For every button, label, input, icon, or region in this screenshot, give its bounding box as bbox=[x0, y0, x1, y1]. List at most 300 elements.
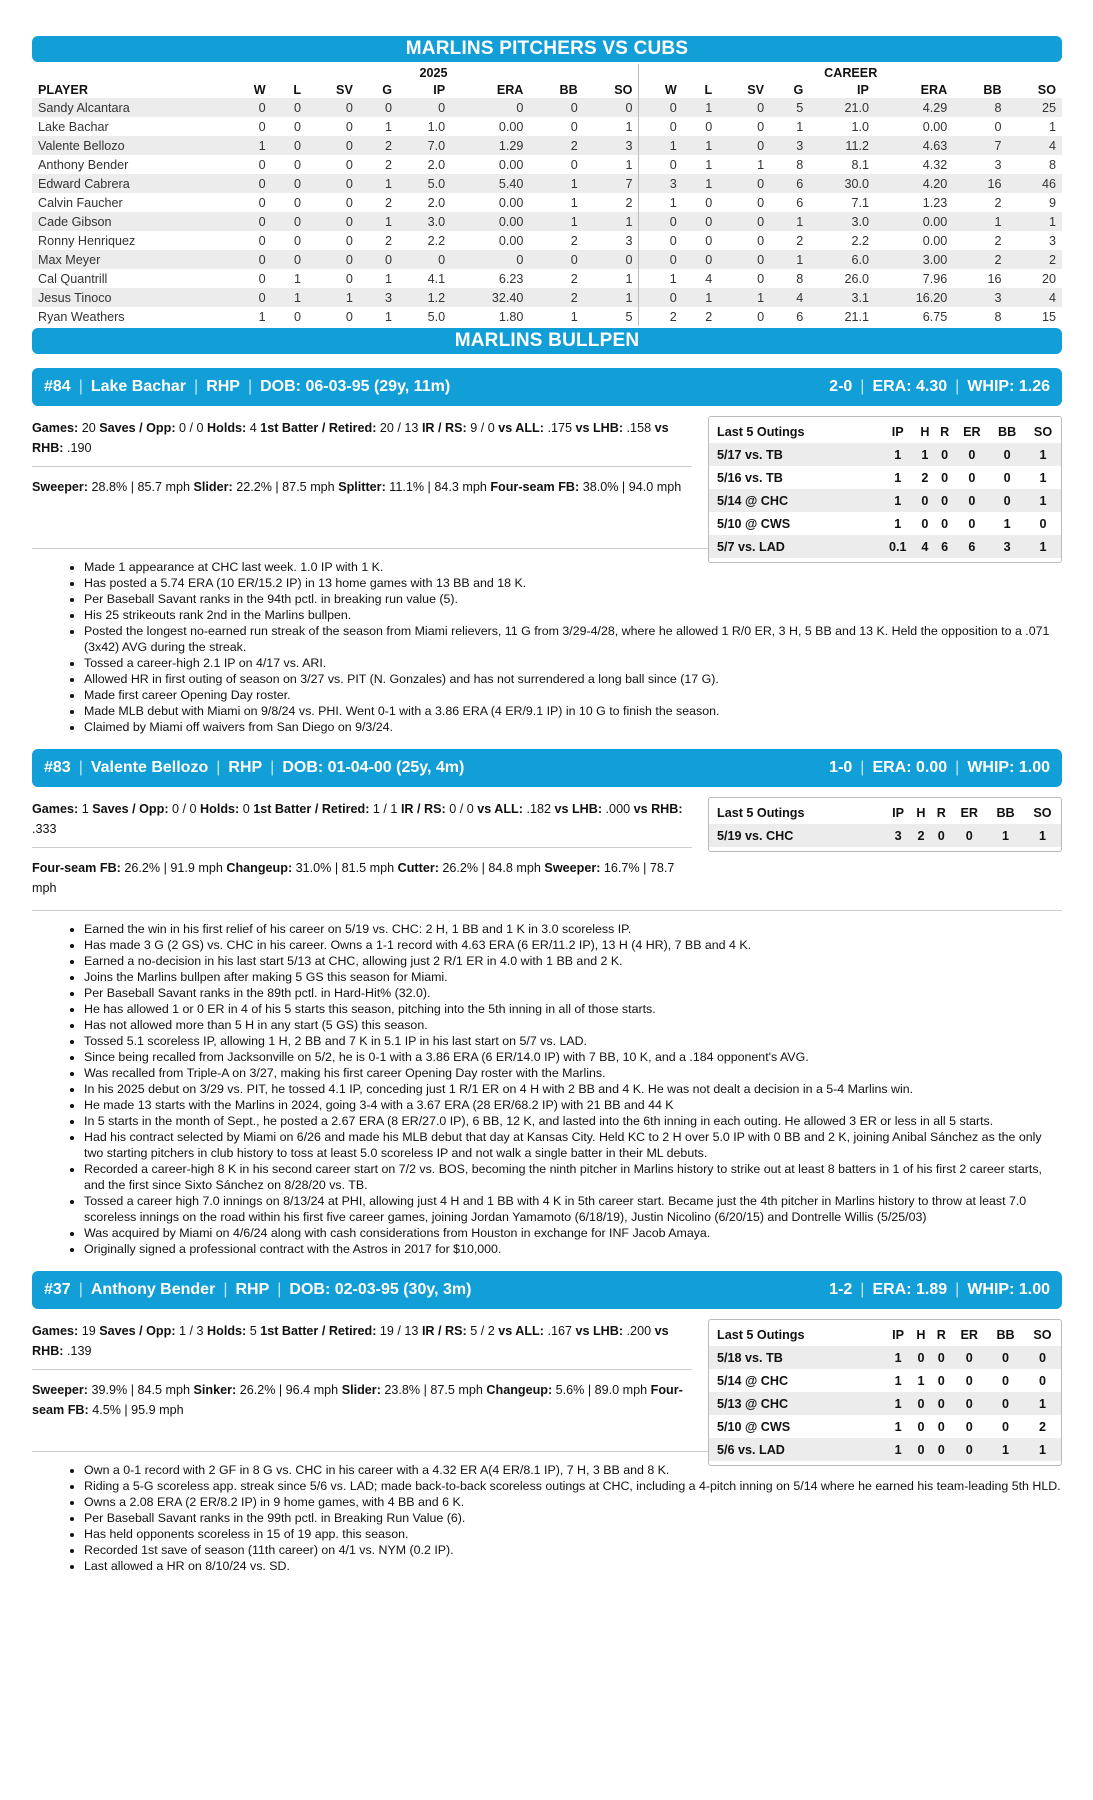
pitcher-section bbox=[32, 368, 1062, 735]
stat-cell: 0 bbox=[757, 195, 765, 210]
table-row bbox=[32, 307, 1062, 326]
notes-list bbox=[32, 1462, 1062, 1574]
note-item: • In his 2025 debut on 3/29 vs. PIT, he tossed 4.1 IP, conceding just 1 R/1 ER on 4 H with 2 BB and 4 K. He was not dealt a decision in a 5-4 Marlins win. bbox=[84, 1081, 1062, 1097]
stat-cell: 0 bbox=[359, 250, 398, 269]
stat-label: vs LHB: bbox=[575, 1324, 624, 1338]
stat-value: 0 / 0 bbox=[445, 802, 478, 816]
stat-label: Holds: bbox=[207, 1324, 247, 1338]
note-item: • His 25 strikeouts rank 2nd in the Marlins bullpen. bbox=[84, 607, 1062, 623]
outing-stat: 0 bbox=[951, 1392, 987, 1415]
outing-row bbox=[709, 466, 1061, 489]
stat-cell: 16 bbox=[953, 174, 1007, 193]
stat-cell: 1 bbox=[529, 212, 583, 231]
stat-cell: 1 bbox=[770, 212, 809, 231]
player-name: Ronny Henriquez bbox=[38, 233, 136, 248]
divider: | bbox=[860, 1281, 865, 1298]
outings-header: SO bbox=[1033, 1328, 1052, 1342]
notes-list bbox=[32, 559, 1062, 735]
outings-header: IP bbox=[891, 425, 904, 439]
stat-label: Changeup: bbox=[486, 1383, 553, 1397]
stat-cell: 0.00 bbox=[875, 212, 953, 231]
stat-cell: 11.2 bbox=[809, 136, 875, 155]
outing-stat: 4 bbox=[915, 535, 935, 558]
stat-cell: 0 bbox=[258, 119, 266, 134]
note-item: • Per Baseball Savant ranks in the 99th pctl. in Breaking Run Value (6). bbox=[84, 1510, 1062, 1526]
outing-stat: 0 bbox=[955, 443, 990, 466]
stat-label: Saves / Opp: bbox=[92, 802, 169, 816]
outing-date: 5/19 vs. CHC bbox=[709, 824, 885, 847]
outings-header: SO bbox=[1033, 425, 1053, 439]
stat-cell: 0 bbox=[307, 136, 359, 155]
table-row bbox=[32, 250, 1062, 269]
stat-cell: 5 bbox=[770, 98, 809, 117]
stat-cell: 0 bbox=[345, 271, 353, 286]
player-name: Jesus Tinoco bbox=[32, 288, 229, 307]
player-name: Calvin Faucher bbox=[38, 195, 123, 210]
jersey-number: #83 bbox=[44, 759, 71, 776]
divider bbox=[32, 847, 692, 848]
outing-stat: 0 bbox=[1003, 470, 1011, 485]
note-item: • Has held opponents scoreless in 15 of 19 app. this season. bbox=[84, 1526, 1062, 1542]
stat-cell: 3 bbox=[639, 174, 683, 193]
outing-stat: 0 bbox=[968, 470, 976, 485]
stats-header-6: ERA bbox=[496, 82, 524, 97]
stat-cell: 0 bbox=[294, 233, 302, 248]
stat-label: Changeup: bbox=[226, 861, 293, 875]
page-title: MARLINS PITCHERS VS CUBS bbox=[32, 36, 1062, 62]
stat-cell: 5.40 bbox=[451, 174, 529, 193]
outings-header: H bbox=[920, 425, 930, 439]
outing-row bbox=[709, 1369, 1061, 1392]
pitcher-info bbox=[32, 418, 692, 536]
stat-cell: 4.1 bbox=[427, 271, 446, 286]
stat-value: 1 bbox=[78, 802, 93, 816]
stat-label: Four-seam FB: bbox=[32, 1383, 683, 1417]
outing-stat: 0 bbox=[1002, 1373, 1010, 1388]
outing-stat: 0 bbox=[917, 1419, 925, 1434]
outing-stat: 1 bbox=[894, 516, 902, 531]
pitcher-summary bbox=[829, 368, 1050, 406]
date-of-birth: DOB: 06-03-95 (29y, 11m) bbox=[260, 378, 451, 395]
note-item: • Made 1 appearance at CHC last week. 1.0 IP with 1 K. bbox=[84, 559, 1062, 575]
outing-row bbox=[709, 824, 1061, 847]
stat-label: Slider: bbox=[193, 480, 233, 494]
stats-header-16: SO bbox=[1037, 82, 1056, 97]
stats-header-0: PLAYER bbox=[38, 82, 88, 97]
stat-cell: 6 bbox=[796, 309, 804, 324]
stat-cell: 1 bbox=[683, 288, 718, 307]
stat-cell: 5 bbox=[584, 307, 639, 326]
outing-stat: 0 bbox=[968, 516, 976, 531]
stat-value: .167 bbox=[543, 1324, 576, 1338]
player-name: Sandy Alcantara bbox=[32, 98, 229, 117]
stat-cell: 0 bbox=[757, 309, 765, 324]
pitcher-id bbox=[44, 1271, 471, 1309]
stat-cell: 7 bbox=[584, 174, 639, 193]
pitch-mix bbox=[32, 858, 692, 898]
stat-cell: 0.00 bbox=[451, 212, 529, 231]
outing-stat: 0 bbox=[941, 470, 949, 485]
table-row bbox=[32, 136, 1062, 155]
pitcher-header bbox=[32, 749, 1062, 787]
outings-header: SO bbox=[1033, 806, 1052, 820]
stats-header-12: G bbox=[793, 82, 804, 97]
outing-stat: 1 bbox=[1024, 1438, 1061, 1461]
stat-cell: 0 bbox=[272, 136, 307, 155]
outing-date: 5/7 vs. LAD bbox=[709, 535, 880, 558]
stat-label: vs ALL: bbox=[477, 802, 523, 816]
note-item: • Recorded 1st save of season (11th career) on 4/1 vs. NYM (0.2 IP). bbox=[84, 1542, 1062, 1558]
win-loss-record: 1-0 bbox=[829, 759, 853, 776]
outing-stat: 0 bbox=[1024, 1346, 1061, 1369]
stat-value: 4 bbox=[246, 421, 261, 435]
stat-cell: 2.2 bbox=[427, 233, 446, 248]
divider: | bbox=[247, 378, 253, 395]
stat-cell: 0 bbox=[705, 119, 713, 134]
note-item: • Posted the longest no-earned run streak of the season from Miami relievers, 11 G from 3/29-4/28, where he allowed 1 R/0 ER, 3 H, 5 BB and 13 K. Held the opposition to a .071 (3x42) AVG during the streak. bbox=[84, 623, 1062, 655]
outings-header-row bbox=[709, 421, 1061, 443]
note-item: • Earned a no-decision in his last start 5/13 at CHC, allowing just 2 R/1 ER in 4.0 with 1 BB and 2 K. bbox=[84, 953, 1062, 969]
pitcher-name: Valente Bellozo bbox=[90, 759, 209, 776]
stat-value: 26.2% | 91.9 mph bbox=[120, 861, 227, 875]
page bbox=[32, 36, 1062, 1574]
whip-value: WHIP: 1.00 bbox=[967, 759, 1050, 776]
stat-label: Sweeper: bbox=[544, 861, 601, 875]
outing-stat: 1 bbox=[917, 1373, 925, 1388]
outing-stat: 0 bbox=[951, 824, 987, 847]
stat-cell: 0 bbox=[570, 119, 578, 134]
outing-stat: 1 bbox=[987, 1438, 1024, 1461]
stats-header-row bbox=[32, 81, 1062, 98]
stat-cell: 2 bbox=[994, 195, 1002, 210]
outing-stat: 0.1 bbox=[880, 535, 915, 558]
jersey-number: #37 bbox=[44, 1281, 71, 1298]
stat-cell: 6.0 bbox=[809, 250, 875, 269]
outing-stat: 0 bbox=[951, 1346, 987, 1369]
outings-header: BB bbox=[996, 1328, 1015, 1342]
bullpen-title: MARLINS BULLPEN bbox=[32, 328, 1062, 354]
outing-stat: 0 bbox=[1039, 1373, 1047, 1388]
outing-stat: 6 bbox=[935, 535, 955, 558]
stat-cell: 1 bbox=[294, 271, 302, 286]
outing-stat: 0 bbox=[911, 1346, 931, 1369]
outing-stat: 6 bbox=[955, 535, 990, 558]
stat-label: vs LHB: bbox=[554, 802, 603, 816]
notes-list bbox=[32, 921, 1062, 1257]
throwing-hand: RHP bbox=[228, 759, 263, 776]
stats-header-7: BB bbox=[559, 82, 578, 97]
stat-cell: 0 bbox=[718, 136, 770, 155]
stat-cell: 1 bbox=[683, 174, 718, 193]
note-item: • He made 13 starts with the Marlins in 2024, going 3-4 with a 3.67 ERA (28 ER/68.2 IP) with 21 BB and 44 K bbox=[84, 1097, 1062, 1113]
stat-cell: 2 bbox=[359, 136, 398, 155]
stat-label: vs LHB: bbox=[575, 421, 624, 435]
stat-cell: 1 bbox=[584, 269, 639, 288]
stat-cell: 25 bbox=[1008, 98, 1062, 117]
note-item: • Claimed by Miami off waivers from San Diego on 9/3/24. bbox=[84, 719, 1062, 735]
outing-date: 5/16 vs. TB bbox=[717, 470, 783, 485]
outing-stat: 1 bbox=[1024, 1392, 1061, 1415]
stat-cell: 0 bbox=[229, 98, 272, 117]
stat-cell: 3.0 bbox=[809, 212, 875, 231]
stat-cell: 1 bbox=[705, 157, 713, 172]
stat-cell: 0 bbox=[584, 250, 639, 269]
stat-cell: 0 bbox=[307, 212, 359, 231]
stat-cell: 1 bbox=[229, 136, 272, 155]
stat-cell: 0 bbox=[398, 250, 451, 269]
stat-cell: 2.2 bbox=[851, 233, 869, 248]
stat-label: Cutter: bbox=[397, 861, 439, 875]
stat-cell: 2.0 bbox=[427, 195, 446, 210]
stat-cell: 0 bbox=[345, 233, 353, 248]
stat-cell: 0.00 bbox=[498, 119, 524, 134]
stat-value: 0 / 0 bbox=[175, 421, 208, 435]
stat-cell: 0 bbox=[258, 195, 266, 210]
stat-cell: 0.00 bbox=[498, 233, 524, 248]
stat-cell: 0 bbox=[398, 98, 451, 117]
stat-cell: 0 bbox=[529, 250, 583, 269]
last-5-outings-box bbox=[708, 1319, 1062, 1466]
stat-cell: 0 bbox=[272, 174, 307, 193]
outing-row bbox=[709, 512, 1061, 535]
whip-value: WHIP: 1.26 bbox=[967, 378, 1050, 395]
outing-stat: 0 bbox=[931, 1438, 951, 1461]
stat-cell: 0 bbox=[705, 195, 713, 210]
outing-stat: 1 bbox=[885, 1438, 910, 1461]
last-5-outings-table bbox=[709, 802, 1061, 847]
era-value: ERA: 0.00 bbox=[872, 759, 948, 776]
stat-cell: 7.1 bbox=[851, 195, 869, 210]
outing-stat: 0 bbox=[989, 489, 1025, 512]
outing-stat: 0 bbox=[911, 1438, 931, 1461]
stat-cell: 4.20 bbox=[875, 174, 953, 193]
pitcher-notes bbox=[32, 1451, 1062, 1574]
note-item: • Since being recalled from Jacksonville on 5/2, he is 0-1 with a 3.86 ERA (6 ER/14.0 IP) with 7 BB, 10 K, and a .184 opponent's AVG. bbox=[84, 1049, 1062, 1065]
stat-cell: 2 bbox=[669, 309, 677, 324]
note-item: • Has not allowed more than 5 H in any start (5 GS) this season. bbox=[84, 1017, 1062, 1033]
stat-cell: 0 bbox=[451, 250, 529, 269]
stat-value: 20 / 13 bbox=[376, 421, 422, 435]
stat-cell: 3 bbox=[953, 288, 1007, 307]
stat-cell: 16.20 bbox=[875, 288, 953, 307]
divider: | bbox=[78, 1281, 83, 1298]
stat-value: 26.2% | 96.4 mph bbox=[236, 1383, 342, 1397]
date-of-birth: DOB: 02-03-95 (30y, 3m) bbox=[289, 1281, 472, 1298]
era-value: ERA: 4.30 bbox=[872, 378, 948, 395]
stat-value: 19 bbox=[78, 1324, 100, 1338]
stat-label: vs ALL: bbox=[498, 1324, 544, 1338]
stat-cell: 2 bbox=[529, 136, 583, 155]
outings-header: BB bbox=[998, 425, 1017, 439]
divider: | bbox=[955, 378, 960, 395]
stat-cell: 1 bbox=[584, 212, 639, 231]
stat-cell: 0 bbox=[307, 250, 359, 269]
outing-stat: 3 bbox=[885, 824, 910, 847]
pitcher-summary bbox=[829, 749, 1050, 787]
outings-header-row bbox=[709, 1324, 1061, 1346]
stat-label: Splitter: bbox=[338, 480, 386, 494]
last-5-outings-table bbox=[709, 1324, 1061, 1461]
stat-cell: 2.0 bbox=[427, 157, 446, 172]
outing-date: 5/17 vs. TB bbox=[709, 443, 880, 466]
stat-cell: 6.75 bbox=[922, 309, 948, 324]
stat-label: Saves / Opp: bbox=[99, 421, 176, 435]
stat-cell: 46 bbox=[1008, 174, 1062, 193]
pitcher-name: Lake Bachar bbox=[90, 378, 187, 395]
stat-label: IR / RS: bbox=[421, 1324, 467, 1338]
group-2025: 2025 bbox=[229, 64, 639, 81]
stat-cell: 9 bbox=[1048, 195, 1056, 210]
stat-cell: 1 bbox=[584, 155, 639, 174]
note-item: • Made MLB debut with Miami on 9/8/24 vs. PHI. Went 0-1 with a 3.86 ERA (4 ER/9.1 IP) in 10 G to finish the season. bbox=[84, 703, 1062, 719]
outings-header: BB bbox=[996, 806, 1015, 820]
stat-label: Games: bbox=[32, 1324, 79, 1338]
stat-cell: 1 bbox=[385, 119, 393, 134]
note-item: • Riding a 5-G scoreless app. streak since 5/6 vs. LAD; made back-to-back scoreless outings at CHC, including a 4-pitch inning on 5/14 where he earned his team-leading 5th HLD. bbox=[84, 1478, 1062, 1494]
stat-label: IR / RS: bbox=[421, 421, 467, 435]
note-item: • Has posted a 5.74 ERA (10 ER/15.2 IP) in 13 home games with 13 BB and 18 K. bbox=[84, 575, 1062, 591]
stat-cell: 6.23 bbox=[498, 271, 524, 286]
usage-stats bbox=[32, 799, 692, 839]
player-name: Max Meyer bbox=[32, 250, 229, 269]
win-loss-record: 1-2 bbox=[829, 1281, 853, 1298]
stat-cell: 1 bbox=[718, 288, 770, 307]
stat-cell: 1 bbox=[529, 174, 583, 193]
stat-value: .139 bbox=[63, 1344, 92, 1358]
last-5-outings-box bbox=[708, 416, 1062, 563]
stat-cell: 0.00 bbox=[922, 233, 948, 248]
stat-cell: 3.00 bbox=[875, 250, 953, 269]
outing-date: 5/6 vs. LAD bbox=[709, 1438, 885, 1461]
stat-cell: 7.0 bbox=[398, 136, 451, 155]
stat-cell: 1 bbox=[359, 174, 398, 193]
stat-cell: 0.00 bbox=[498, 195, 524, 210]
stat-cell: 0 bbox=[229, 212, 272, 231]
pitcher-notes bbox=[32, 548, 1062, 735]
stat-cell: 0 bbox=[307, 98, 359, 117]
stat-label: Sweeper: bbox=[32, 480, 88, 494]
note-item: • Tossed 5.1 scoreless IP, allowing 1 H, 2 BB and 7 K in 5.1 IP in his last start on 5/7 vs. LAD. bbox=[84, 1033, 1062, 1049]
table-row bbox=[32, 193, 1062, 212]
stat-cell: 0.00 bbox=[922, 119, 948, 134]
table-row bbox=[32, 98, 1062, 117]
stat-cell: 2 bbox=[385, 233, 393, 248]
stat-cell: 0 bbox=[272, 250, 307, 269]
stat-cell: 1 bbox=[1048, 119, 1056, 134]
stat-cell: 1 bbox=[757, 157, 765, 172]
stat-label: 1st Batter / Retired: bbox=[253, 802, 370, 816]
stat-cell: 1 bbox=[796, 119, 804, 134]
note-item: • Was recalled from Triple-A on 3/27, making his first career Opening Day roster with the Marlins. bbox=[84, 1065, 1062, 1081]
group-career: CAREER bbox=[824, 65, 878, 80]
outings-header: H bbox=[916, 1328, 926, 1342]
stat-label: vs ALL: bbox=[498, 421, 544, 435]
pitcher-header bbox=[32, 1271, 1062, 1309]
stat-label: Sweeper: bbox=[32, 1383, 88, 1397]
stat-cell: 0 bbox=[757, 271, 765, 286]
outing-row bbox=[709, 535, 1061, 558]
stat-label: vs RHB: bbox=[32, 1324, 669, 1358]
pitcher-id bbox=[44, 368, 450, 406]
stat-cell: 6 bbox=[770, 174, 809, 193]
stat-cell: 1.80 bbox=[498, 309, 524, 324]
outing-stat: 1 bbox=[880, 489, 915, 512]
divider: | bbox=[223, 1281, 228, 1298]
note-item: • Had his contract selected by Miami on 6/26 and made his MLB debut that day at Kansas City. Held KC to 2 H over 5.0 IP with 0 BB and 2 K, joining Anibal Sánchez as the only two starting pitchers in club history to toss at least 5.0 scoreless IP and not walk a single batter in their ML debuts. bbox=[84, 1129, 1062, 1161]
usage-stats bbox=[32, 418, 692, 458]
stat-cell: 0 bbox=[639, 288, 683, 307]
pitcher-summary bbox=[829, 1271, 1050, 1309]
divider: | bbox=[78, 378, 83, 395]
stat-cell: 0 bbox=[669, 119, 677, 134]
date-of-birth: DOB: 01-04-00 (25y, 4m) bbox=[282, 759, 465, 776]
outings-header: Last 5 Outings bbox=[717, 425, 805, 439]
stats-header-3: SV bbox=[336, 82, 353, 97]
outing-row bbox=[709, 1392, 1061, 1415]
stat-label: Four-seam FB: bbox=[490, 480, 580, 494]
stat-cell: 0 bbox=[359, 98, 398, 117]
stat-cell: 0 bbox=[669, 157, 677, 172]
player-name: Valente Bellozo bbox=[32, 136, 229, 155]
outing-stat: 1 bbox=[894, 1419, 902, 1434]
outing-stat: 1 bbox=[1025, 443, 1061, 466]
stat-value: 23.8% | 87.5 mph bbox=[380, 1383, 487, 1397]
stat-value: 39.9% | 84.5 mph bbox=[88, 1383, 194, 1397]
stat-cell: 0 bbox=[757, 233, 765, 248]
stat-cell: 1.2 bbox=[398, 288, 451, 307]
stat-cell: 3 bbox=[770, 136, 809, 155]
throwing-hand: RHP bbox=[235, 1281, 270, 1298]
pitcher-header bbox=[32, 368, 1062, 406]
outings-header: R bbox=[940, 425, 950, 439]
stat-cell: 0 bbox=[229, 174, 272, 193]
stat-label: Four-seam FB: bbox=[32, 861, 121, 875]
stat-cell: 2 bbox=[385, 157, 393, 172]
stat-cell: 16 bbox=[987, 271, 1002, 286]
stat-cell: 1 bbox=[272, 288, 307, 307]
stat-cell: 1 bbox=[385, 271, 393, 286]
stat-cell: 2 bbox=[584, 193, 639, 212]
outing-stat: 0 bbox=[937, 1419, 945, 1434]
stat-cell: 0 bbox=[258, 271, 266, 286]
player-name: Cade Gibson bbox=[32, 212, 229, 231]
outing-stat: 1 bbox=[885, 1392, 910, 1415]
outings-header: ER bbox=[960, 1328, 979, 1342]
outing-stat: 0 bbox=[955, 489, 990, 512]
stat-cell: 2 bbox=[385, 195, 393, 210]
outing-stat: 1 bbox=[1039, 470, 1047, 485]
pitcher-section bbox=[32, 749, 1062, 1257]
outing-date: 5/18 vs. TB bbox=[709, 1346, 885, 1369]
stat-cell: 4.29 bbox=[875, 98, 953, 117]
stat-cell: 0 bbox=[345, 309, 353, 324]
outing-stat: 1 bbox=[1025, 489, 1061, 512]
stat-cell: 0 bbox=[294, 309, 302, 324]
note-item: • Has made 3 G (2 GS) vs. CHC in his career. Owns a 1-1 record with 4.63 ERA (6 ER/11.2 IP), 13 H (4 HR), 7 BB and 4 K. bbox=[84, 937, 1062, 953]
pitcher-section bbox=[32, 1271, 1062, 1574]
jersey-number: #84 bbox=[44, 378, 71, 395]
stat-label: Games: bbox=[32, 802, 79, 816]
note-item: • Earned the win in his first relief of his career on 5/19 vs. CHC: 2 H, 1 BB and 1 K in 3.0 scoreless IP. bbox=[84, 921, 1062, 937]
stats-header-9: W bbox=[664, 82, 677, 97]
pitch-mix bbox=[32, 1380, 692, 1420]
stat-cell: 0 bbox=[294, 119, 302, 134]
stats-header-15: BB bbox=[983, 82, 1002, 97]
outings-header: R bbox=[936, 806, 946, 820]
stat-cell: 0 bbox=[718, 98, 770, 117]
outing-stat: 1 bbox=[1025, 535, 1061, 558]
last-5-outings-box bbox=[708, 797, 1062, 852]
